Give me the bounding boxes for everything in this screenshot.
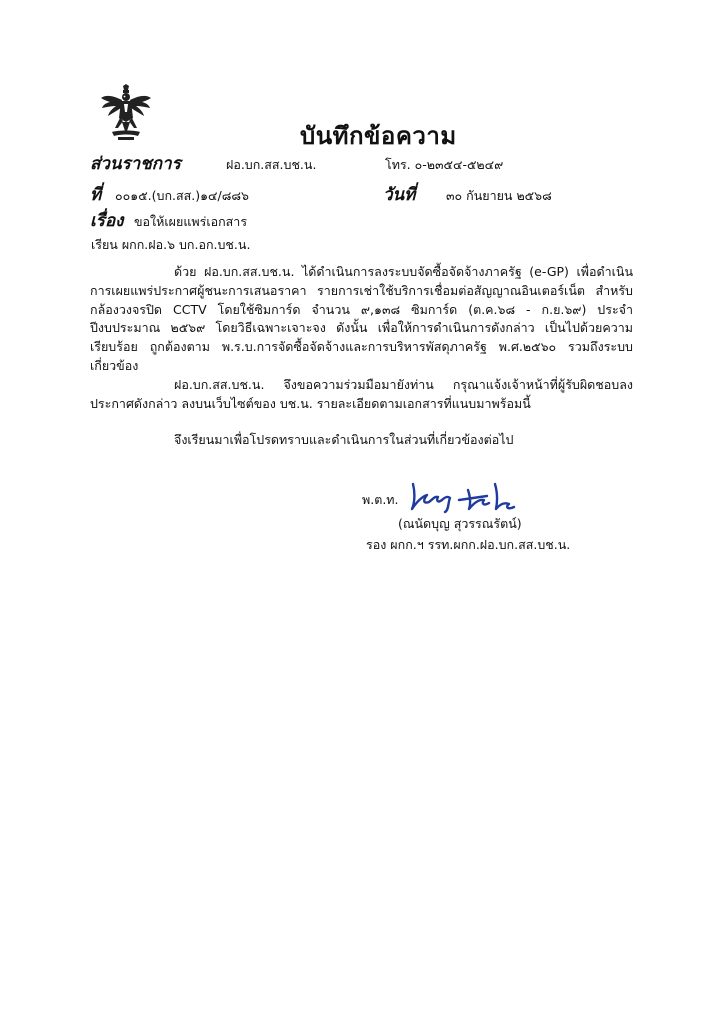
subject-label: เรื่อง (90, 211, 124, 231)
body-paragraph-2: ฝอ.บก.สส.บช.น. จึงขอความร่วมมือมายังท่าน กรุณาแจ้งเจ้าหน้าที่ผู้รับผิดชอบลงประกาศดังกล่าว ลงบนเว็บไซต์ของ บช.น. รายละเอียดตามเอกสารที่แนบมาพร้อมนี้ (90, 376, 633, 411)
signer-name: (ณนัดบุญ สุวรรณรัตน์) (398, 516, 522, 531)
subject-value: ขอให้เผยแพร่เอกสาร (134, 214, 248, 229)
addressee-line: เรียน ผกก.ฝอ.๖ บก.อก.บช.น. (91, 237, 251, 252)
department-label: ส่วนราชการ (90, 154, 181, 174)
phone-value: โทร. ๐-๒๓๕๔-๕๒๔๙ (385, 157, 504, 172)
date-label: วันที่ (383, 185, 416, 205)
body-paragraph-1: ด้วย ฝอ.บก.สส.บช.น. ได้ดำเนินการลงระบบจัดซื้อจัดจ้างภาครัฐ (e-GP) เพื่อดำเนินการเผยแพร่ประกาศผู้ชนะการเสนอราคา รายการเช่าใช้บริการเชื่อมต่อสัญญาณอินเตอร์เน็ต สำหรับกล้องวงจรปิด CCTV โดยใช้ซิมการ์ด จำนวน ๙,๑๓๘ ซิมการ์ด (ต.ค.๖๘ - ก.ย.๖๙) ประจำปีงบประมาณ ๒๕๖๙ โดยวิธีเฉพาะเจาะจง ดังนั้น เพื่อให้การดำเนินการดังกล่าว เป็นไปด้วยความเรียบร้อย ถูกต้องตาม พ.ร.บ.การจัดซื้อจัดจ้างและการบริหารพัสดุภาครัฐ พ.ศ.๒๕๖๐ รวมถึงระบบเกี่ยวข้อง (90, 264, 633, 373)
signer-position: รอง ผกก.ฯ รรท.ผกก.ฝอ.บก.สส.บช.น. (366, 537, 571, 552)
paragraph-spacer (90, 413, 633, 431)
handwritten-signature (405, 476, 523, 514)
date-value: ๓๐ กันยายน ๒๕๖๘ (446, 188, 552, 203)
memo-title: บันทึกข้อความ (300, 122, 457, 150)
garuda-emblem-icon (100, 84, 152, 142)
department-value: ฝอ.บก.สส.บช.น. (226, 157, 317, 172)
document-number-label: ที่ (90, 185, 102, 205)
signer-rank: พ.ต.ท. (362, 492, 399, 507)
document-number-value: ๐๐๑๕.(บก.สส.)๑๔/๘๘๖ (115, 188, 249, 203)
memo-body (90, 263, 633, 450)
closing-paragraph: จึงเรียนมาเพื่อโปรดทราบและดำเนินการในส่วนที่เกี่ยวข้องต่อไป (174, 432, 514, 448)
